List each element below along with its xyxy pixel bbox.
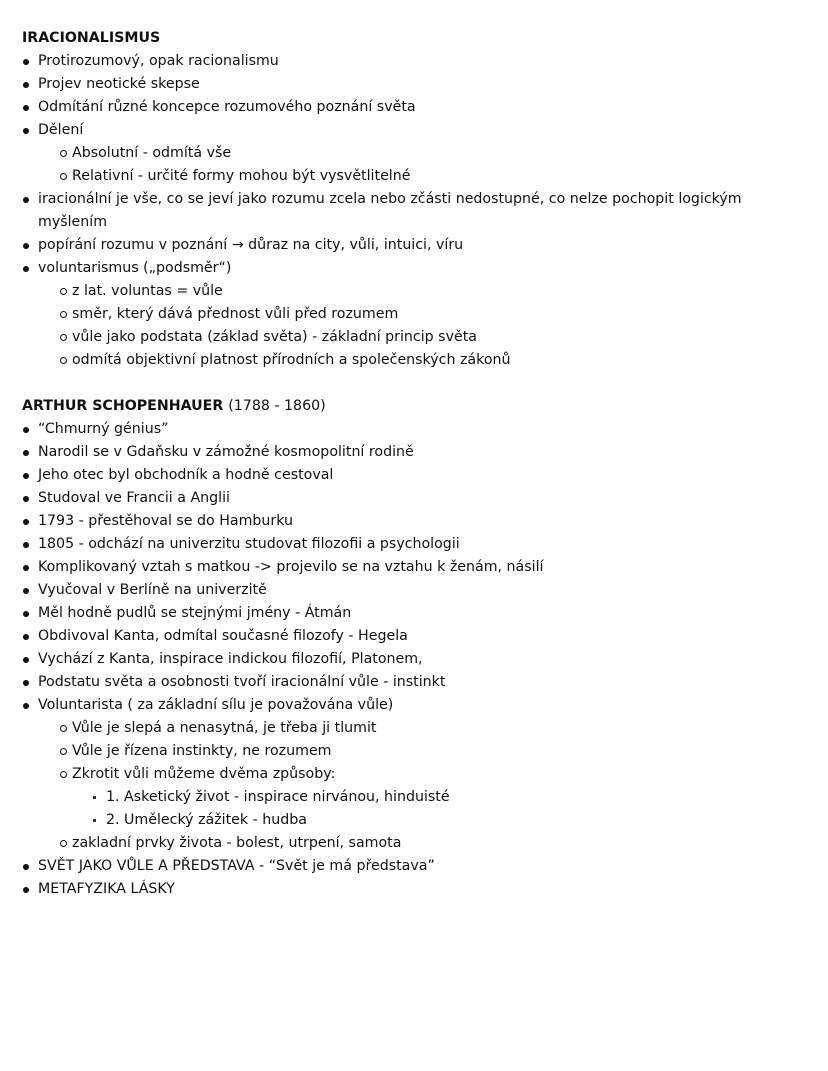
list-item: 1805 - odchází na univerzitu studovat filozofii a psychologii (22, 533, 808, 556)
list-item: Voluntarista ( za základní sílu je považována vůle) (22, 694, 808, 717)
list-item: Dělení (22, 119, 808, 142)
sub-list-item: odmítá objektivní platnost přírodních a společenských zákonů (22, 349, 808, 372)
list-item: Projev neotické skepse (22, 73, 808, 96)
list-item: Vyučoval v Berlíně na univerzitě (22, 579, 808, 602)
list-item: Protirozumový, opak racionalismu (22, 50, 808, 73)
list-item: Vychází z Kanta, inspirace indickou filozofií, Platonem, (22, 648, 808, 671)
sub-sub-list-item: 1. Asketický život - inspirace nirvánou, hinduisté (22, 786, 808, 809)
bullet-list (22, 418, 808, 901)
section-heading: ARTHUR SCHOPENHAUER (1788 - 1860) (22, 398, 326, 414)
list-item: Obdivoval Kanta, odmítal současné filozofy - Hegela (22, 625, 808, 648)
sub-sub-list-item: 2. Umělecký zážitek - hudba (22, 809, 808, 832)
list-item: Studoval ve Francii a Anglii (22, 487, 808, 510)
sub-list-item: Zkrotit vůli můžeme dvěma způsoby: (22, 763, 808, 786)
list-item: METAFYZIKA LÁSKY (22, 878, 808, 901)
sub-list-item: Vůle je řízena instinkty, ne rozumem (22, 740, 808, 763)
list-item: voluntarismus („podsměr“) (22, 257, 808, 280)
section-schopenhauer (22, 395, 808, 901)
section-iracionalismus (22, 27, 808, 372)
list-item: Komplikovaný vztah s matkou -> projevilo se na vztahu k ženám, násilí (22, 556, 808, 579)
list-item: “Chmurný génius” (22, 418, 808, 441)
sub-list-item: z lat. voluntas = vůle (22, 280, 808, 303)
section-years: (1788 - 1860) (228, 398, 326, 414)
section-heading: IRACIONALISMUS (22, 30, 161, 46)
sub-list-item: směr, který dává přednost vůli před rozumem (22, 303, 808, 326)
bullet-list (22, 50, 808, 372)
list-item: iracionální je vše, co se jeví jako rozumu zcela nebo zčásti nedostupné, co nelze pochopit logickým myšlením (22, 188, 808, 234)
sub-list-item: Relativní - určité formy mohou být vysvětlitelné (22, 165, 808, 188)
list-item: Podstatu světa a osobnosti tvoří iracionální vůle - instinkt (22, 671, 808, 694)
list-item: Odmítání různé koncepce rozumového poznání světa (22, 96, 808, 119)
sub-list-item: zakladní prvky života - bolest, utrpení, samota (22, 832, 808, 855)
list-item: Měl hodně pudlů se stejnými jmény - Átmán (22, 602, 808, 625)
list-item: popírání rozumu v poznání → důraz na city, vůli, intuici, víru (22, 234, 808, 257)
sub-list-item: vůle jako podstata (základ světa) - základní princip světa (22, 326, 808, 349)
list-item: 1793 - přestěhoval se do Hamburku (22, 510, 808, 533)
list-item: SVĚT JAKO VŮLE A PŘEDSTAVA - “Svět je má představa” (22, 855, 808, 878)
list-item: Narodil se v Gdaňsku v zámožné kosmopolitní rodině (22, 441, 808, 464)
sub-list-item: Vůle je slepá a nenasytná, je třeba ji tlumit (22, 717, 808, 740)
document-page (22, 27, 808, 901)
sub-list-item: Absolutní - odmítá vše (22, 142, 808, 165)
list-item: Jeho otec byl obchodník a hodně cestoval (22, 464, 808, 487)
section-spacer (22, 372, 808, 395)
